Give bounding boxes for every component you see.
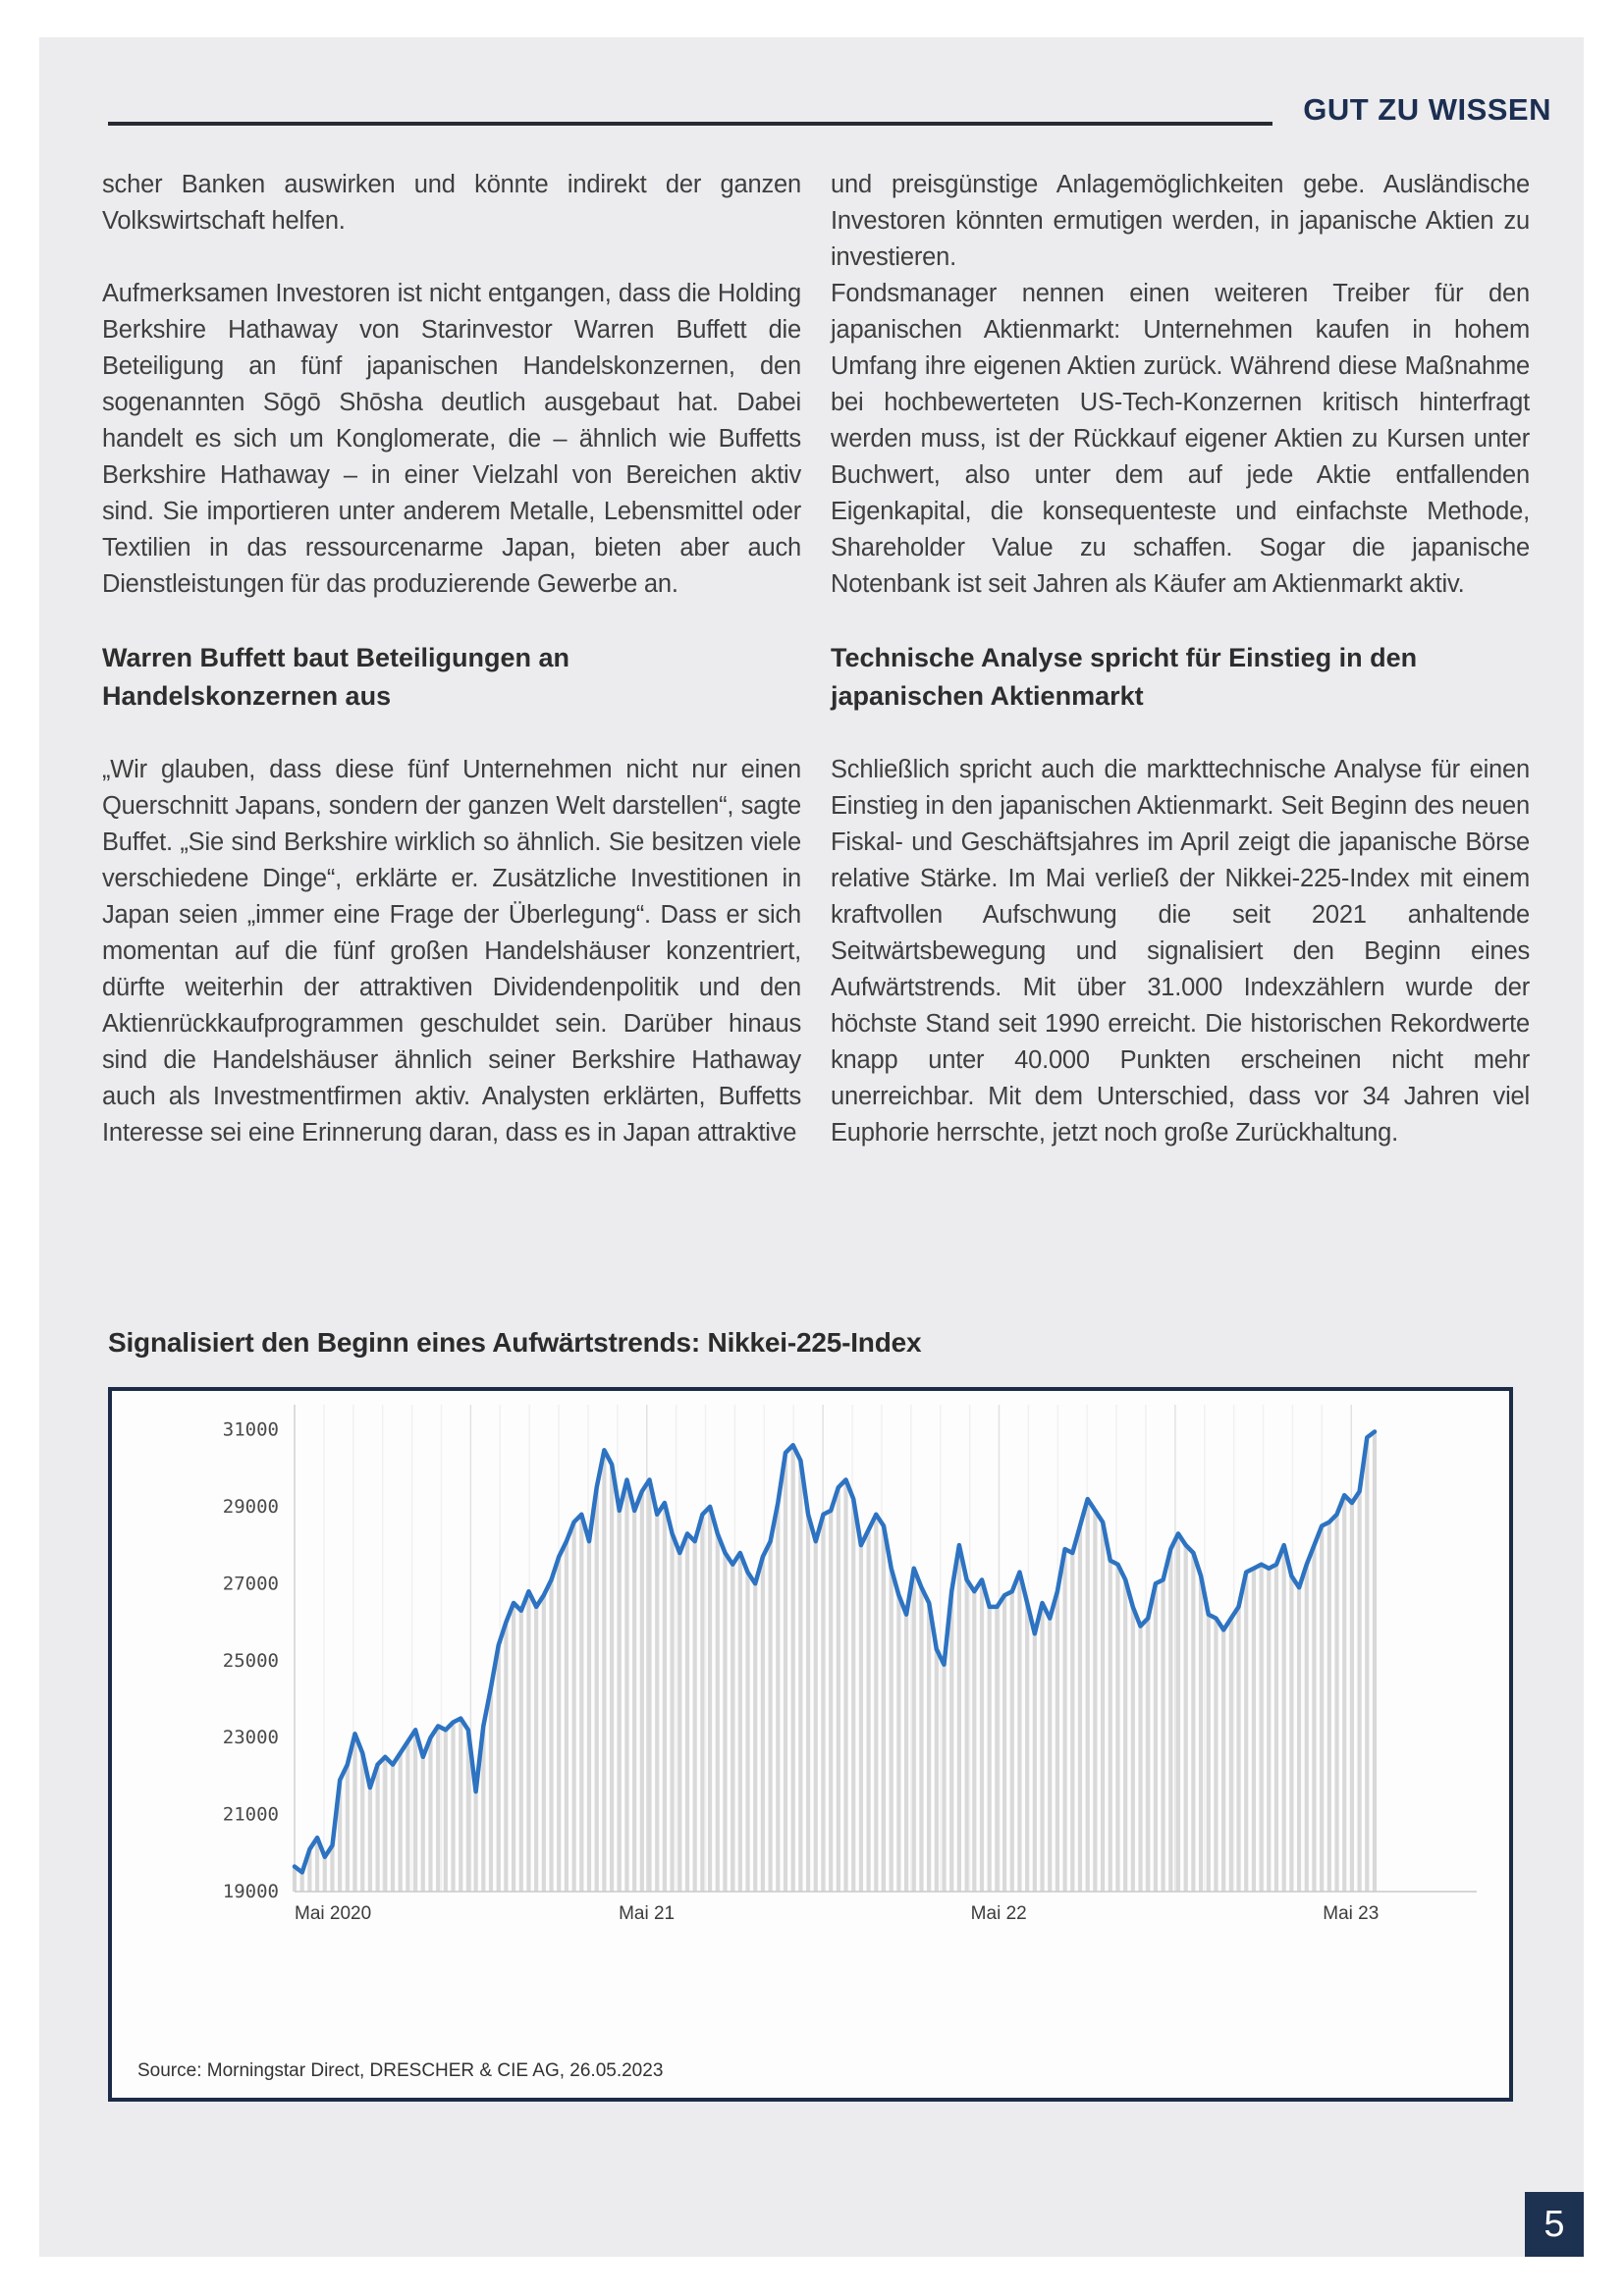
svg-text:25000: 25000 — [222, 1649, 279, 1672]
svg-text:Mai 21: Mai 21 — [619, 1903, 676, 1924]
nikkei-chart-figure — [108, 1387, 1513, 2102]
svg-text:Mai 23: Mai 23 — [1323, 1903, 1380, 1924]
section-heading: Technische Analyse spricht für Einstieg in den japanischen Aktienmarkt — [831, 643, 1418, 711]
section-heading: Warren Buffett baut Beteiligungen an Handelskonzernen aus — [102, 643, 570, 711]
svg-text:21000: 21000 — [222, 1803, 279, 1826]
svg-text:27000: 27000 — [222, 1573, 279, 1595]
svg-text:29000: 29000 — [222, 1495, 279, 1518]
text-column-right — [831, 167, 1530, 1188]
svg-text:19000: 19000 — [222, 1881, 279, 1902]
text-column-left — [102, 167, 801, 1188]
header-divider — [108, 122, 1272, 126]
page-number-badge: 5 — [1525, 2192, 1584, 2257]
paragraph: Fondsmanager nennen einen weiteren Treiber für den japanischen Aktienmarkt: Unternehmen kaufen in hohem Umfang ihre eigenen Aktien zurück. Während diese Maßnahme bei hochbewerteten US-Tech-Konzernen kritisch hinterfragt werden muss, ist der Rückkauf eigener Aktien zu Kursen unter Buchwert, also unter dem auf jede Aktie entfallenden Eigenkapital, die konsequenteste und einfachste Methode, Shareholder Value zu schaffen. Sogar die japanische Notenbank ist seit Jahren als Käufer am Aktienmarkt aktiv. — [831, 280, 1530, 598]
paragraph: scher Banken auswirken und könnte indirekt der ganzen Volkswirtschaft helfen. — [102, 171, 801, 235]
paragraph: Aufmerksamen Investoren ist nicht entgangen, dass die Holding Berkshire Hathaway von Starinvestor Warren Buffett die Beteiligung an fünf japanischen Handelskonzernen, den sogenannten Sōgō Shōsha deutlich ausgebaut hat. Dabei handelt es sich um Konglomerate, die – ähnlich wie Buffetts Berkshire Hathaway – in einer Vielzahl von Bereichen aktiv sind. Sie importieren unter anderem Metalle, Lebensmittel oder Textilien in das ressourcenarme Japan, bieten aber auch Dienstleistungen für das produzierende Gewerbe an. — [102, 280, 801, 598]
nikkei-line-chart — [112, 1391, 1509, 2098]
page-section-title: GUT ZU WISSEN — [1303, 92, 1551, 127]
svg-text:31000: 31000 — [222, 1418, 279, 1441]
paragraph: und preisgünstige Anlagemöglichkeiten gebe. Ausländische Investoren könnten ermutigen werden, in japanische Aktien zu investieren. — [831, 171, 1530, 271]
svg-text:Mai 22: Mai 22 — [970, 1903, 1027, 1924]
paragraph: „Wir glauben, dass diese fünf Unternehmen nicht nur einen Querschnitt Japans, sondern der ganzen Welt darstellen“, sagte Buffet. „Sie sind Berkshire wirklich so ähnlich. Sie besitzen viele verschiedene Dinge“, erklärte er. Zusätzliche Investitionen in Japan seien „immer eine Frage der Überlegung“. Dass er sich momentan auf die fünf großen Handelshäuser konzentriert, dürfte weiterhin der attraktiven Dividendenpolitik und den Aktienrückkaufprogrammen geschuldet sein. Darüber hinaus sind die Handelshäuser ähnlich seiner Berkshire Hathaway auch als Investmentfirmen aktiv. Analysten erklärten, Buffetts Interesse sei eine Erinnerung daran, dass es in Japan attraktive — [102, 756, 801, 1147]
svg-text:Mai 2020: Mai 2020 — [295, 1903, 372, 1924]
paragraph: Schließlich spricht auch die markttechnische Analyse für einen Einstieg in den japanischen Aktienmarkt. Seit Beginn des neuen Fiskal- und Geschäftsjahres im April zeigt die japanische Börse relative Stärke. Im Mai verließ der Nikkei-225-Index mit einem kraftvollen Aufschwung die seit 2021 anhaltende Seitwärtsbewegung und signalisiert den Beginn eines Aufwärtstrends. Mit über 31.000 Indexzählern wurde der höchste Stand seit 1990 erreicht. Die historischen Rekordwerte knapp unter 40.000 Punkten erscheinen nicht mehr unerreichbar. Mit dem Unterschied, dass vor 34 Jahren viel Euphorie herrschte, jetzt noch große Zurückhaltung. — [831, 756, 1530, 1147]
svg-text:23000: 23000 — [222, 1727, 279, 1749]
chart-source-note: Source: Morningstar Direct, DRESCHER & CIE AG, 26.05.2023 — [137, 2060, 664, 2081]
chart-title: Signalisiert den Beginn eines Aufwärtstrends: Nikkei-225-Index — [108, 1327, 922, 1358]
